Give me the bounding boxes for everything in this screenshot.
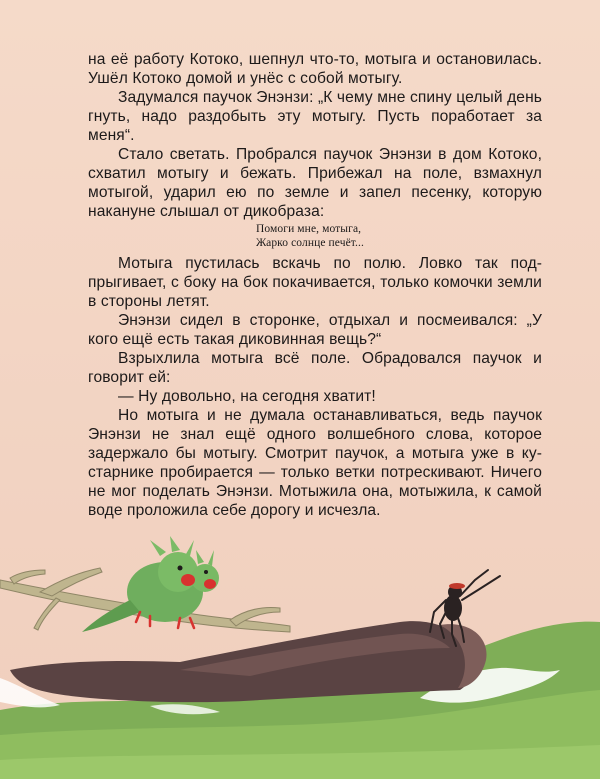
paragraph: на её работу Котоко, шепнул что-то, мотыга и остановилась. Ушёл Котоко домой и унёс с собой мотыгу. xyxy=(88,51,542,87)
song-verse xyxy=(256,222,542,250)
paragraph: Энэнзи сидел в сторонке, отдыхал и посмеивался: „У кого ещё есть такая диковинная вещь?“ xyxy=(88,312,542,348)
paragraph: Стало светать. Пробрался паучок Энэнзи в дом Котоко, схватил мотыгу и бежать. Прибежал на поле, взмахнул мотыгой, ударил ею по земле и запел песенку, которую накануне слышал от дикобраза: xyxy=(88,146,542,220)
paragraph: — Ну довольно, на сегодня хватит! xyxy=(118,388,376,405)
paragraph: Взрыхлила мотыга всё поле. Обрадовался паучок и говорит ей: xyxy=(88,350,542,386)
verse-line: Жарко солнце печёт... xyxy=(256,237,364,249)
verse-line: Помоги мне, мотыга, xyxy=(256,223,362,235)
story-illustration xyxy=(0,520,600,779)
paragraph: Задумался паучок Энэнзи: „К чему мне спину целый день гнуть, надо раздобыть эту мотыгу. Пусть поработает за меня“. xyxy=(88,89,543,144)
story-text xyxy=(88,50,542,520)
paragraph: Но мотыга и не думала останавливаться, ведь паучок Энэнзи не знал ещё одного волшебного слова, которое задержало бы мотыгу. Смотрит паучок, а мотыга уже в кустарнике пробирается — только ветки потрескивают. Ничего не мог поделать Энэнзи. Мотыжила она, мотыжила, к самой воде проложила себе дорогу и исчезла. xyxy=(88,407,542,519)
paragraph: Мотыга пустилась вскачь по полю. Ловко так подпрыгивает, с боку на бок покачивается, только комочки земли в стороны летят. xyxy=(88,255,542,310)
